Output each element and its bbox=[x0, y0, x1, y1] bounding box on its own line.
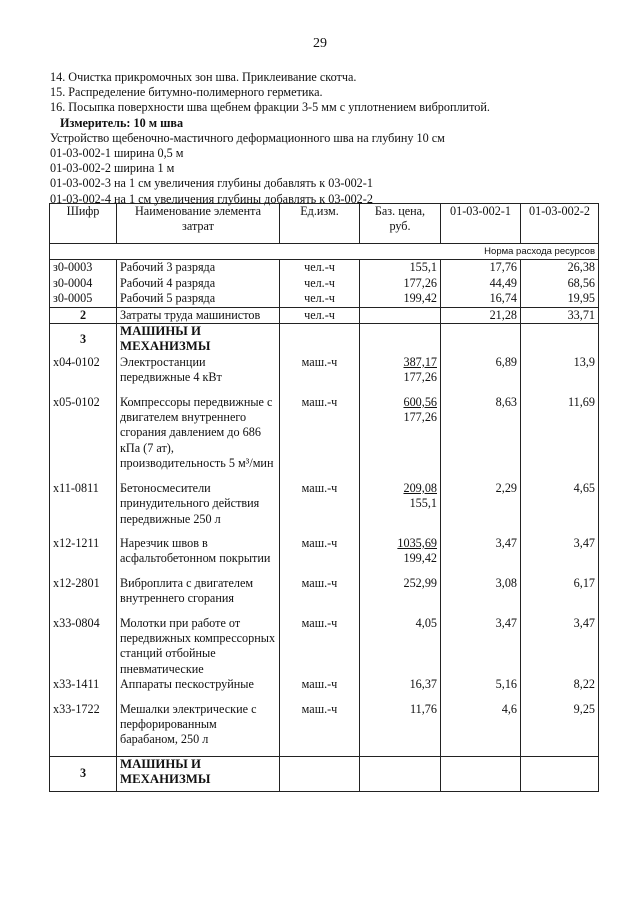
cell-v2: 13,9 bbox=[521, 355, 599, 395]
cell-name: Рабочий 5 разряда bbox=[117, 291, 280, 307]
cell-unit: маш.-ч bbox=[280, 702, 360, 748]
cell-price: 4,05 bbox=[360, 616, 441, 678]
header-code: Шифр bbox=[50, 204, 117, 244]
cell-unit: маш.-ч bbox=[280, 616, 360, 678]
cell-name: Виброплита с двигателем внутреннего сгорания bbox=[117, 576, 280, 616]
spacer-cell bbox=[50, 748, 117, 757]
cell-code: 3 bbox=[50, 756, 117, 791]
cell-name: МАШИНЫ И МЕХАНИЗМЫ bbox=[117, 756, 280, 791]
cell-name: Мешалки электрические с перфорированным барабаном, 250 л bbox=[117, 702, 280, 748]
cell-v1: 3,47 bbox=[441, 616, 521, 678]
cell-v2: 33,71 bbox=[521, 307, 599, 323]
spacer-cell bbox=[441, 748, 521, 757]
cell-unit: маш.-ч bbox=[280, 395, 360, 481]
spacer-row bbox=[50, 748, 599, 757]
cell-code: х12-1211 bbox=[50, 536, 117, 576]
cell-code: 2 bbox=[50, 307, 117, 323]
cell-v1 bbox=[441, 324, 521, 355]
cell-v2 bbox=[521, 756, 599, 791]
cell-v1: 17,76 bbox=[441, 260, 521, 276]
cell-v1: 2,29 bbox=[441, 481, 521, 536]
cell-v1: 8,63 bbox=[441, 395, 521, 481]
cell-v2: 9,25 bbox=[521, 702, 599, 748]
cell-v1: 21,28 bbox=[441, 307, 521, 323]
cell-v2: 26,38 bbox=[521, 260, 599, 276]
header-price: Баз. цена, руб. bbox=[360, 204, 441, 244]
cell-unit bbox=[280, 756, 360, 791]
cell-v2: 11,69 bbox=[521, 395, 599, 481]
header-name: Наименование элемента затрат bbox=[117, 204, 280, 244]
cell-price-primary: 387,17 bbox=[403, 354, 437, 369]
cell-code: х11-0811 bbox=[50, 481, 117, 536]
cell-code: х05-0102 bbox=[50, 395, 117, 481]
intro-line: Устройство щебеночно-мастичного деформационного шва на глубину 10 см bbox=[50, 130, 445, 145]
cell-unit: маш.-ч bbox=[280, 677, 360, 701]
cell-code: з0-0004 bbox=[50, 276, 117, 291]
cell-price: 11,76 bbox=[360, 702, 441, 748]
cell-name: Аппараты пескоструйные bbox=[117, 677, 280, 701]
cell-price-secondary: 155,1 bbox=[409, 496, 437, 511]
spacer-cell bbox=[521, 748, 599, 757]
cell-price-secondary: 177,26 bbox=[403, 370, 437, 385]
cell-name: Компрессоры передвижные с двигателем внутреннего сгорания давлением до 686 кПа (7 ат), производительность 5 м³/мин bbox=[117, 395, 280, 481]
intro-line: 01-03-002-1 ширина 0,5 м bbox=[50, 146, 184, 161]
intro-line: 16. Посыпка поверхности шва щебнем фракции 3-5 мм с уплотнением виброплитой. bbox=[50, 100, 490, 115]
cell-price-primary: 1035,69 bbox=[397, 535, 437, 550]
cell-price: 177,26 bbox=[360, 276, 441, 291]
cell-price-secondary: 199,42 bbox=[403, 551, 437, 566]
cell-price-primary: 209,08 bbox=[403, 480, 437, 495]
intro-line: 01-03-002-4 на 1 см увеличения глубины добавлять к 03-002-2 bbox=[50, 191, 373, 206]
table-row bbox=[50, 616, 599, 678]
cell-unit: чел.-ч bbox=[280, 307, 360, 323]
page-number: 29 bbox=[313, 36, 327, 51]
header-unit: Ед.изм. bbox=[280, 204, 360, 244]
cell-code: х33-1411 bbox=[50, 677, 117, 701]
cell-name: Затраты труда машинистов bbox=[117, 307, 280, 323]
norm-row bbox=[50, 244, 599, 260]
cell-price: 155,1 bbox=[360, 260, 441, 276]
cell-v2: 6,17 bbox=[521, 576, 599, 616]
cell-v1: 44,49 bbox=[441, 276, 521, 291]
cell-v2: 19,95 bbox=[521, 291, 599, 307]
header-v1: 01-03-002-1 bbox=[441, 204, 521, 244]
cell-unit: чел.-ч bbox=[280, 291, 360, 307]
cell-price-primary: 600,56 bbox=[403, 394, 437, 409]
cell-code: х33-0804 bbox=[50, 616, 117, 678]
table-row bbox=[50, 395, 599, 481]
spacer-cell bbox=[280, 748, 360, 757]
intro-line: 15. Распределение битумно-полимерного герметика. bbox=[50, 85, 323, 100]
cell-v2: 8,22 bbox=[521, 677, 599, 701]
cell-name: МАШИНЫ И МЕХАНИЗМЫ bbox=[117, 324, 280, 355]
table-row bbox=[50, 276, 599, 291]
cell-v2: 3,47 bbox=[521, 616, 599, 678]
cell-code: х12-2801 bbox=[50, 576, 117, 616]
table-row bbox=[50, 260, 599, 276]
cell-name: Электростанции передвижные 4 кВт bbox=[117, 355, 280, 395]
section-row bbox=[50, 756, 599, 791]
cell-name: Рабочий 4 разряда bbox=[117, 276, 280, 291]
table-row bbox=[50, 355, 599, 395]
table-row bbox=[50, 536, 599, 576]
cell-unit: чел.-ч bbox=[280, 276, 360, 291]
cell-price-secondary: 177,26 bbox=[403, 410, 437, 425]
section-row bbox=[50, 324, 599, 355]
measure-unit: Измеритель: 10 м шва bbox=[60, 115, 184, 130]
cell-name: Рабочий 3 разряда bbox=[117, 260, 280, 276]
intro-line: 01-03-002-2 ширина 1 м bbox=[50, 161, 175, 176]
cell-v2: 3,47 bbox=[521, 536, 599, 576]
intro-line: 01-03-002-3 на 1 см увеличения глубины добавлять к 03-002-1 bbox=[50, 176, 373, 191]
cell-name: Нарезчик швов в асфальтобетонном покрытии bbox=[117, 536, 280, 576]
header-v2: 01-03-002-2 bbox=[521, 204, 599, 244]
cell-code: 3 bbox=[50, 324, 117, 355]
cell-v1: 6,89 bbox=[441, 355, 521, 395]
spacer-cell bbox=[117, 748, 280, 757]
cell-code: з0-0003 bbox=[50, 260, 117, 276]
cell-price bbox=[360, 324, 441, 355]
norm-label: Норма расхода ресурсов bbox=[50, 244, 599, 260]
cell-unit: маш.-ч bbox=[280, 355, 360, 395]
cell-v1 bbox=[441, 756, 521, 791]
spacer-cell bbox=[360, 748, 441, 757]
intro-text bbox=[50, 70, 610, 207]
cell-v1: 4,6 bbox=[441, 702, 521, 748]
cell-price: 199,42 bbox=[360, 291, 441, 307]
cell-price bbox=[360, 756, 441, 791]
cell-code: з0-0005 bbox=[50, 291, 117, 307]
table-header bbox=[50, 204, 599, 244]
cell-v2 bbox=[521, 324, 599, 355]
cell-v2: 4,65 bbox=[521, 481, 599, 536]
intro-line: 14. Очистка прикромочных зон шва. Приклеивание скотча. bbox=[50, 70, 357, 84]
cell-v2: 68,56 bbox=[521, 276, 599, 291]
table-row bbox=[50, 702, 599, 748]
table-row bbox=[50, 677, 599, 701]
cell-v1: 16,74 bbox=[441, 291, 521, 307]
cell-v1: 3,47 bbox=[441, 536, 521, 576]
cell-price bbox=[360, 395, 441, 481]
cell-code: х33-1722 bbox=[50, 702, 117, 748]
cell-v1: 5,16 bbox=[441, 677, 521, 701]
labor-row bbox=[50, 307, 599, 323]
cell-price bbox=[360, 481, 441, 536]
resource-table bbox=[49, 203, 599, 792]
cell-price bbox=[360, 355, 441, 395]
cell-v1: 3,08 bbox=[441, 576, 521, 616]
cell-price bbox=[360, 536, 441, 576]
table-row bbox=[50, 481, 599, 536]
cell-price: 16,37 bbox=[360, 677, 441, 701]
cell-unit bbox=[280, 324, 360, 355]
cell-code: х04-0102 bbox=[50, 355, 117, 395]
cell-unit: маш.-ч bbox=[280, 576, 360, 616]
table-row bbox=[50, 291, 599, 307]
cell-unit: маш.-ч bbox=[280, 481, 360, 536]
cell-name: Молотки при работе от передвижных компрессорных станций отбойные пневматические bbox=[117, 616, 280, 678]
cell-unit: чел.-ч bbox=[280, 260, 360, 276]
cell-price: 252,99 bbox=[360, 576, 441, 616]
cell-unit: маш.-ч bbox=[280, 536, 360, 576]
table-row bbox=[50, 576, 599, 616]
cell-price bbox=[360, 307, 441, 323]
cell-name: Бетоносмесители принудительного действия передвижные 250 л bbox=[117, 481, 280, 536]
